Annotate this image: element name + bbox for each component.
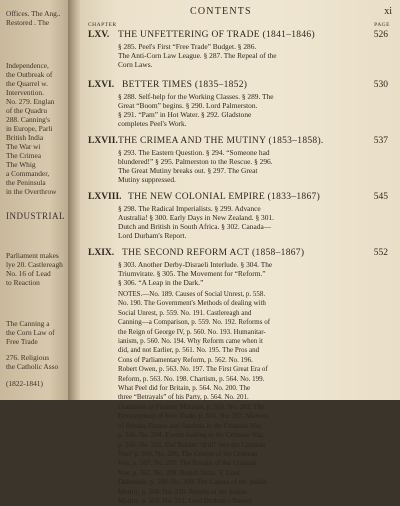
notes-line: Gladstone as Finance Minister, p. 565. No. 202. The [118,402,265,411]
facing-page-line: The Crimea [6,151,42,160]
summary-line: § 291. “Pam” in Hot Water. § 292. Gladstone [118,110,252,119]
contents-page [80,0,400,505]
summary-line: Dutch and British in South Africa. § 302. Canada— [118,222,272,231]
summary-line: § 303. Another Derby-Disraeli Interlude. § 304. The [118,260,273,269]
notes-line: p. 566. No. 205. Did Britain “drift” into the Crimean [118,440,266,449]
facing-page [0,0,70,400]
notes-line: No. 190. The Government's Methods of dealing with [118,299,266,308]
notes-line: three “Betrayals” of his Party, p. 564. No. 201. [118,393,249,402]
notes-line: ianism, p. 560. No. 194. Why Reform came when it [118,337,263,346]
facing-page-line: Free Trade [6,337,38,346]
facing-page-line: (1822-1841) [6,379,43,388]
summary-line: completes Peel's Work. [118,119,187,128]
facing-page-line: the Catholic Asso [6,362,59,371]
chapter-summary [118,148,376,184]
facing-page-line: Independence, [6,61,49,70]
summary-line: The Anti-Corn Law League. § 287. The Repeal of the [118,51,277,60]
facing-page-line: the Peninsula [6,178,46,187]
facing-page-line: lye 20. Castlereagh [6,260,63,269]
chapter-notes [118,290,378,506]
chapter-number: LXV. [88,30,110,40]
facing-page-line: in Europe, Parli [6,124,53,133]
notes-line: Mutiny, p. 569. No. 211. Lord Durham's Report [118,496,252,505]
chapter-title: THE UNFETTERING OF TRADE (1841–1846) [118,30,315,40]
summary-line: § 285. Peel's First “Free Trade” Budget. § 286. [118,42,257,51]
chapter-page-ref: 545 [373,192,388,202]
facing-page-line: to Reaction [6,278,40,287]
chapter-page-ref: 526 [373,30,388,40]
summary-line: Lord Durham's Report. [118,231,187,240]
summary-line: Corn Laws. [118,60,153,69]
chapter-number: LXVII. [88,136,118,146]
chapter-number: LXIX. [88,248,115,258]
chapter-title: THE NEW COLONIAL EMPIRE (1833–1867) [128,192,321,202]
facing-page-line: No. 279. Englan [6,97,55,106]
facing-page-line: No. 16 of Lead [6,269,51,278]
facing-page-line: a Commander, [6,169,50,178]
facing-page-line: the Quarrel w. [6,79,48,88]
notes-line: Mutiny, p. 568. No. 210. Results of the Indian [118,487,247,496]
notes-line: Social Unrest, p. 559. No. 191. Castlereagh and [118,308,252,317]
notes-line: War, p. 567. No. 207. The Results of the Crimean [118,459,257,468]
summary-line: § 293. The Eastern Question. § 294. “Someone had [118,148,270,157]
facing-page-line: Parliament makes [6,251,59,260]
chapter-number: LXVIII. [88,192,122,202]
facing-page-line: The War wi [6,142,41,151]
chapter-number: LXVI. [88,80,115,90]
chapter-title: THE CRIMEA AND THE MUTINY (1853–1858). [118,136,324,146]
notes-line: NOTES.—No. 189. Causes of Social Unrest, p. 558. [118,290,266,298]
chapter-page-ref: 537 [373,136,388,146]
notes-line: did, and not Earlier, p. 561. No. 195. The Pros and [118,346,260,355]
facing-page-line: of the Quadru [6,106,48,115]
facing-page-line: Intervention. [6,88,44,97]
facing-page-line: 276. Religious [6,353,50,362]
facing-page-line: 288. Canning's [6,115,51,124]
notes-line: Robert Owen, p. 563. No. 197. The First Great Era of [118,365,268,374]
notes-line: War? p. 566. No. 206. The Course of the Crimean [118,449,258,458]
notes-line: Development of Free Trade, p. 565. No. 203. Motives [118,412,269,421]
chapter-title: BETTER TIMES (1835–1852) [122,80,248,90]
summary-line: Mutiny suppressed. [118,175,176,184]
facing-page-line: Restored . The [6,18,50,27]
page-title: CONTENTS [190,6,252,17]
notes-line: Reform, p. 563. No. 198. Chartism, p. 564. No. 199. [118,374,265,383]
chapter-page-ref: 530 [373,80,388,90]
chapter-summary [118,260,376,287]
chapter-summary [118,92,376,128]
facing-page-line: Offices. The Ang.. [6,9,61,18]
facing-page-line: INDUSTRIAL [6,211,65,221]
notes-line: War, p. 567. No. 208. British India: V. Lord [118,468,240,477]
summary-line: Great “Boom” begins. § 290. Lord Palmerston. [118,101,258,110]
page-column-header: PAGE [374,22,390,28]
facing-page-line: The Whig [6,160,36,169]
notes-line: the Reign of George IV, p. 560. No. 193. Humanitar- [118,327,266,336]
facing-page-line: in the Overthrow [6,187,57,196]
notes-line: Dalhousie, p. 568. No. 209. The Causes of the Indian [118,478,267,487]
facing-page-line: The Canning a [6,319,50,328]
notes-line: of Britain, France and Sardinia in the Crimean War, [118,421,263,430]
summary-line: Triumvirate. § 305. The Movement for “Reform.” [118,269,266,278]
notes-line: p. 566. No. 204. Events leading to the Crimean War, [118,431,265,440]
summary-line: blundered!” § 295. Palmerston to the Rescue. § 296. [118,157,273,166]
chapter-column-header: CHAPTER [88,22,117,28]
page-number: xi [384,6,392,17]
summary-line: § 298. The Radical Imperialists. § 299. Advance [118,204,261,213]
chapter-summary [118,204,376,240]
chapter-page-ref: 552 [373,248,388,258]
facing-page-line: the Corn Law of [6,328,55,337]
summary-line: § 306. “A Leap in the Dark.” [118,278,204,287]
notes-line: Cons of Parliamentary Reform, p. 562. No. 196. [118,355,253,364]
chapter-title: THE SECOND REFORM ACT (1858–1867) [122,248,305,258]
facing-page-line: British India [6,133,44,142]
page-header [80,6,400,20]
chapter-summary [118,42,376,69]
summary-line: The Great Mutiny breaks out. § 297. The Great [118,166,258,175]
notes-line: What Peel did for Britain, p. 564. No. 200. The [118,384,251,393]
notes-line: Canning—a Comparison, p. 559. No. 192. Reforms of [118,318,271,327]
facing-page-line: the Outbreak of [6,70,53,79]
summary-line: § 288. Self-help for the Working Classes. § 289. The [118,92,274,101]
summary-line: Australia! § 300. Early Days in New Zealand. § 301. [118,213,274,222]
